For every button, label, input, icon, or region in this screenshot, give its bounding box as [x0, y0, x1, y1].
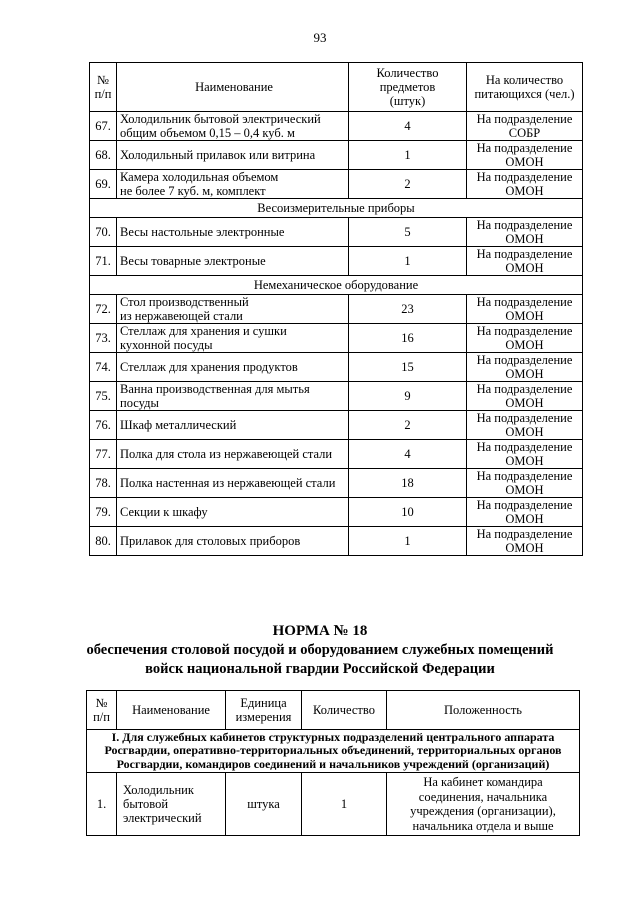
- table-row: [90, 295, 583, 324]
- row-per: На подразделение ОМОН: [467, 170, 583, 199]
- table-row: [90, 218, 583, 247]
- row-per: На подразделение ОМОН: [467, 247, 583, 276]
- row-name: Полка для стола из нержавеющей стали: [117, 440, 349, 469]
- row-per: На подразделение ОМОН: [467, 382, 583, 411]
- header-name: Наименование: [117, 63, 349, 112]
- row-num: 79.: [90, 498, 117, 527]
- table-row: [90, 382, 583, 411]
- row-name: Холодильный прилавок или витрина: [117, 141, 349, 170]
- row-num: 67.: [90, 112, 117, 141]
- row-qty: 1: [349, 141, 467, 170]
- row-name: Полка настенная из нержавеющей стали: [117, 469, 349, 498]
- table-row: [90, 440, 583, 469]
- section-row: [87, 730, 580, 773]
- row-name: Холодильник бытовой электрический: [117, 773, 226, 836]
- header-name: Наименование: [117, 691, 226, 730]
- norma-subtitle: [0, 641, 640, 679]
- row-per: На подразделение ОМОН: [467, 353, 583, 382]
- row-name: Весы товарные электроные: [117, 247, 349, 276]
- row-qty: 16: [349, 324, 467, 353]
- norma-table: [86, 690, 580, 836]
- norma-title: НОРМА № 18: [272, 623, 368, 639]
- table-row: [90, 324, 583, 353]
- row-name: Весы настольные электронные: [117, 218, 349, 247]
- row-qty: 9: [349, 382, 467, 411]
- table-row: [90, 411, 583, 440]
- row-num: 75.: [90, 382, 117, 411]
- row-name: Холодильник бытовой электрический общим объемом 0,15 – 0,4 куб. м: [117, 112, 349, 141]
- row-qty: 5: [349, 218, 467, 247]
- row-name: Прилавок для столовых приборов: [117, 527, 349, 556]
- header-belong: Положенность: [387, 691, 580, 730]
- header-qty: Количество предметов (штук): [349, 63, 467, 112]
- row-per: На подразделение ОМОН: [467, 527, 583, 556]
- header-num: № п/п: [90, 63, 117, 112]
- row-num: 70.: [90, 218, 117, 247]
- row-qty: 1: [302, 773, 387, 836]
- table-row: [90, 112, 583, 141]
- row-name: Стеллаж для хранения и сушки кухонной посуды: [117, 324, 349, 353]
- equipment-table: [89, 62, 583, 556]
- row-name: Стеллаж для хранения продуктов: [117, 353, 349, 382]
- row-per: На подразделение ОМОН: [467, 324, 583, 353]
- row-num: 74.: [90, 353, 117, 382]
- section-row: [90, 199, 583, 218]
- row-per: На подразделение ОМОН: [467, 440, 583, 469]
- section-title: Немеханическое оборудование: [90, 276, 583, 295]
- table-row: [90, 498, 583, 527]
- row-qty: 4: [349, 440, 467, 469]
- row-per: На подразделение ОМОН: [467, 498, 583, 527]
- row-per: На подразделение ОМОН: [467, 141, 583, 170]
- row-num: 71.: [90, 247, 117, 276]
- row-num: 69.: [90, 170, 117, 199]
- page-number: 93: [313, 30, 327, 45]
- row-name: Ванна производственная для мытья посуды: [117, 382, 349, 411]
- table-row: [90, 170, 583, 199]
- row-qty: 2: [349, 411, 467, 440]
- row-qty: 4: [349, 112, 467, 141]
- table-row: [90, 353, 583, 382]
- row-qty: 2: [349, 170, 467, 199]
- row-per: На подразделение ОМОН: [467, 295, 583, 324]
- row-name: Камера холодильная объемом не более 7 куб. м, комплект: [117, 170, 349, 199]
- row-num: 77.: [90, 440, 117, 469]
- table-row: [90, 527, 583, 556]
- header-unit: Единица измерения: [226, 691, 302, 730]
- row-num: 76.: [90, 411, 117, 440]
- row-qty: 18: [349, 469, 467, 498]
- row-qty: 15: [349, 353, 467, 382]
- norma-subtitle-line2: войск национальной гвардии Российской Федерации: [145, 661, 495, 677]
- table-row: [90, 247, 583, 276]
- table-header-row: [87, 691, 580, 730]
- table-header-row: [90, 63, 583, 112]
- row-per: На подразделение ОМОН: [467, 411, 583, 440]
- norma-subtitle-line1: обеспечения столовой посудой и оборудованием служебных помещений: [86, 642, 554, 658]
- header-num: № п/п: [87, 691, 117, 730]
- header-qty: Количество: [302, 691, 387, 730]
- row-num: 78.: [90, 469, 117, 498]
- table-row: [90, 141, 583, 170]
- row-per: На подразделение ОМОН: [467, 218, 583, 247]
- section-row: [90, 276, 583, 295]
- row-num: 80.: [90, 527, 117, 556]
- section-title: I. Для служебных кабинетов структурных подразделений центрального аппарата Росгвардии, оперативно-территориальных объединений, территориальных органов Росгвардии, командиров соединений и начальников учреждений (организаций): [87, 730, 580, 773]
- row-name: Шкаф металлический: [117, 411, 349, 440]
- row-qty: 1: [349, 247, 467, 276]
- row-num: 72.: [90, 295, 117, 324]
- row-unit: штука: [226, 773, 302, 836]
- row-name: Стол производственный из нержавеющей стали: [117, 295, 349, 324]
- row-belong: На кабинет командира соединения, начальника учреждения (организации), начальника отдела и выше: [387, 773, 580, 836]
- row-qty: 1: [349, 527, 467, 556]
- row-name: Секции к шкафу: [117, 498, 349, 527]
- row-num: 73.: [90, 324, 117, 353]
- section-title: Весоизмерительные приборы: [90, 199, 583, 218]
- table-row: [87, 773, 580, 836]
- row-qty: 10: [349, 498, 467, 527]
- row-per: На подразделение СОБР: [467, 112, 583, 141]
- row-qty: 23: [349, 295, 467, 324]
- row-per: На подразделение ОМОН: [467, 469, 583, 498]
- table-row: [90, 469, 583, 498]
- row-num: 68.: [90, 141, 117, 170]
- row-num: 1.: [87, 773, 117, 836]
- header-per: На количество питающихся (чел.): [467, 63, 583, 112]
